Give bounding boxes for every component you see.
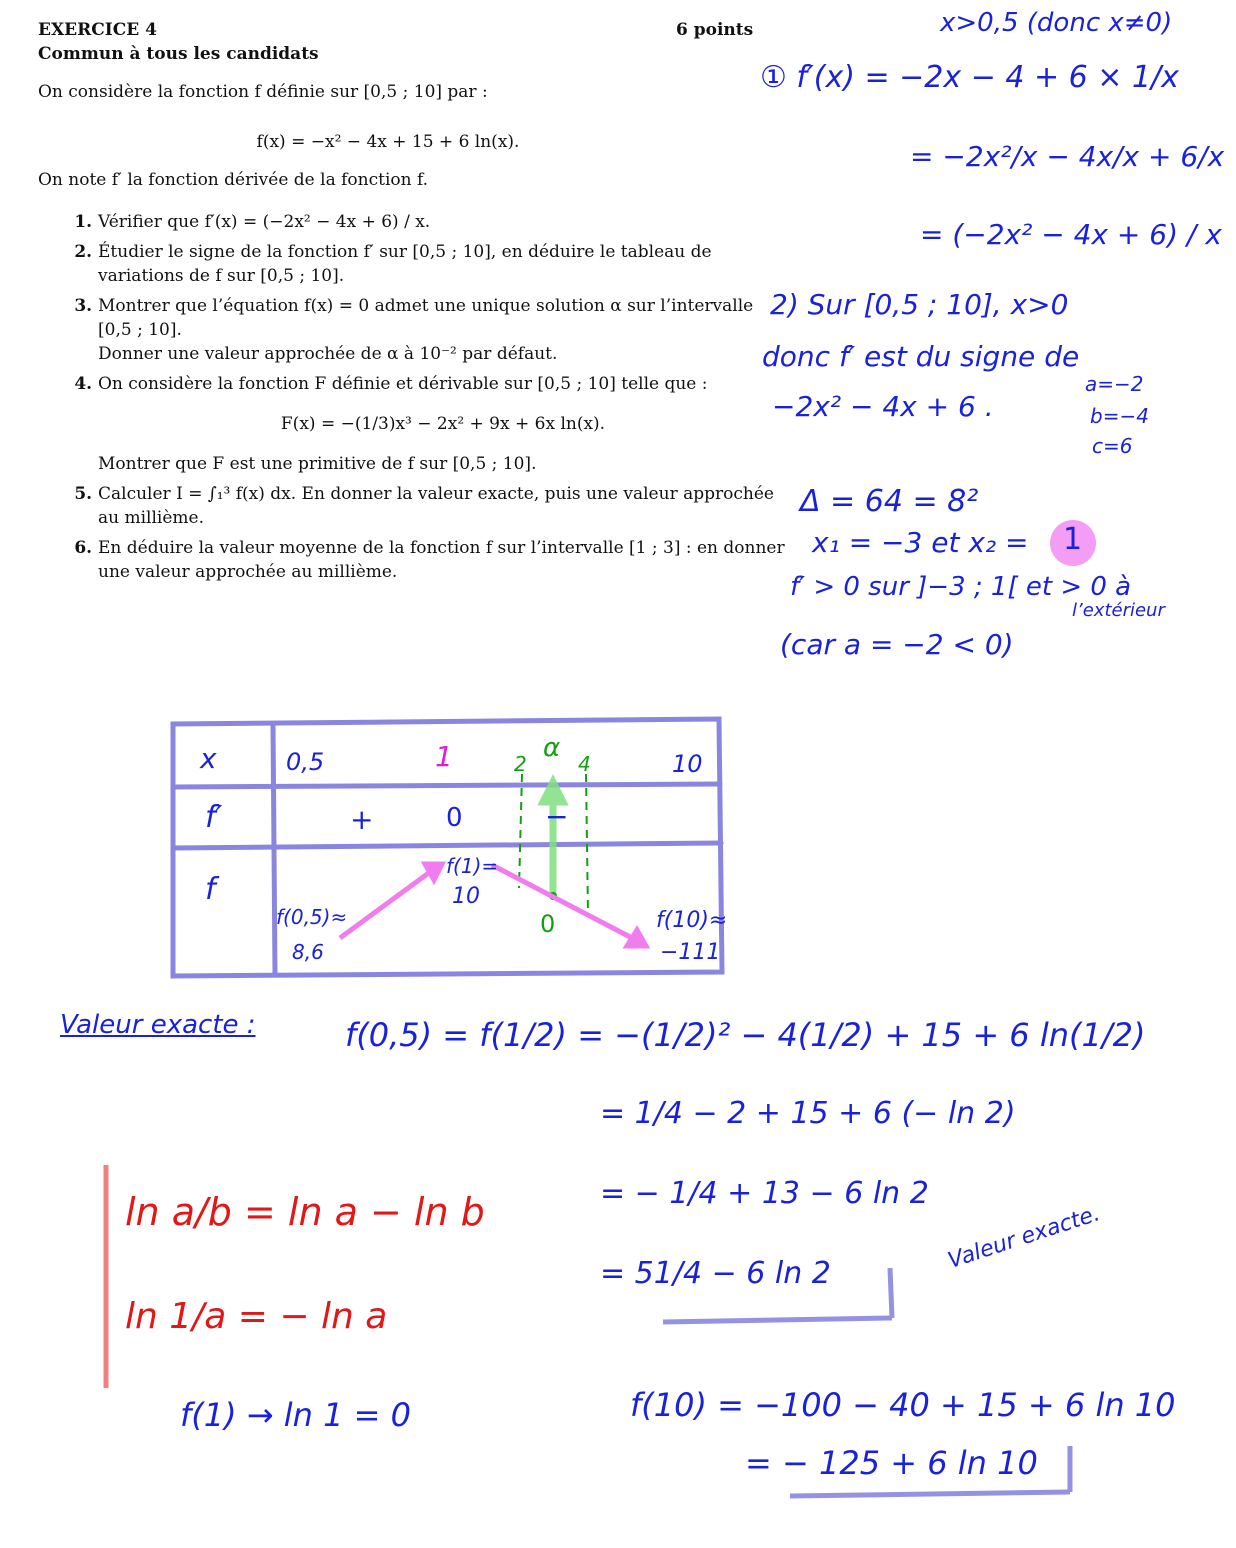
table-fprime-header: f′ [205, 800, 223, 835]
table-f-end-value: −111 [660, 940, 721, 965]
note-sign-result-2: l’extérieur [1072, 600, 1165, 621]
table-x-alpha: α [543, 733, 561, 763]
question-5: 5. Calculer I = ∫₁³ f(x) dx. En donner la valeur exacte, puis une valeur approchée au millième. [98, 482, 788, 530]
calc-line-1: f(0,5) = f(1/2) = −(1/2)² − 4(1/2) + 15 + 6 ln(1/2) [345, 1016, 1146, 1054]
table-sign-plus: + [350, 803, 374, 836]
note-sign-2: donc f′ est du signe de [762, 340, 1080, 373]
table-f-zero: 0 [540, 910, 556, 938]
table-f-max: f(1)= [446, 854, 499, 878]
table-f-max-value: 10 [452, 884, 480, 909]
calc-line-2: = 1/4 − 2 + 15 + 6 (− ln 2) [600, 1096, 1016, 1131]
note-sign-3: −2x² − 4x + 6 . [772, 390, 994, 423]
alpha-arrow [543, 782, 563, 894]
calc-line-4: = 51/4 − 6 ln 2 [600, 1256, 831, 1291]
calc-side-note: Valeur exacte. [945, 1201, 1104, 1274]
table-f-end: f(10)≈ [656, 908, 728, 933]
note-derivative-3: = (−2x² − 4x + 6) / x [920, 218, 1222, 251]
note-root-2: 1 [1063, 522, 1083, 557]
note-sign-result-1: f′ > 0 sur ]−3 ; 1[ et > 0 à [790, 572, 1132, 602]
note-derivative-1: ① f′(x) = −2x − 4 + 6 × 1/x [760, 60, 1179, 95]
note-coef-a: a=−2 [1085, 372, 1144, 396]
table-x-header: x [200, 742, 217, 775]
calc-f1: f(1) → ln 1 = 0 [180, 1396, 411, 1434]
question-2: 2. Étudier le signe de la fonction f′ sur [0,5 ; 10], en déduire le tableau de variations de f sur [0,5 ; 10]. [98, 240, 788, 288]
derivative-note: On note f′ la fonction dérivée de la fonction f. [38, 170, 429, 190]
table-f-header: f [205, 872, 216, 907]
table-x-two: 2 [514, 752, 527, 776]
note-roots: x₁ = −3 et x₂ = [812, 526, 1029, 559]
log-rule-2: ln 1/a = − ln a [125, 1296, 388, 1337]
table-x-end: 10 [672, 750, 703, 778]
table-x-one: 1 [435, 740, 453, 773]
table-sign-zero: 0 [446, 803, 463, 833]
note-coef-b: b=−4 [1090, 404, 1149, 428]
question-4-extra: Montrer que F est une primitive de f sur [0,5 ; 10]. [98, 454, 537, 474]
exercise-points: 6 points [676, 20, 754, 40]
calc-f10-line-2: = − 125 + 6 ln 10 [745, 1444, 1038, 1482]
question-6: 6. En déduire la valeur moyenne de la fonction f sur l’intervalle [1 ; 3] : en donner une valeur approchée au millième. [98, 536, 788, 584]
calc-f10-line-1: f(10) = −100 − 40 + 15 + 6 ln 10 [630, 1386, 1176, 1424]
note-sign-result-3: (car a = −2 < 0) [780, 628, 1014, 661]
question-1: 1. Vérifier que f′(x) = (−2x² − 4x + 6) / x. [98, 210, 788, 234]
calc-label: Valeur exacte : [60, 1010, 256, 1040]
question-3: 3. Montrer que l’équation f(x) = 0 admet une unique solution α sur l’intervalle [0,5 ; 10]. Donner une valeur approchée de α à 10⁻² par défaut. [98, 294, 788, 366]
log-rule-1: ln a/b = ln a − ln b [125, 1190, 485, 1234]
exercise-title: EXERCICE 4 [38, 20, 157, 40]
F-definition: F(x) = −(1/3)x³ − 2x² + 9x + 6x ln(x). [280, 414, 606, 434]
note-coef-c: c=6 [1092, 434, 1133, 458]
table-sign-minus: − [545, 800, 569, 833]
note-domain: x>0,5 (donc x≠0) [940, 8, 1173, 38]
table-x-start: 0,5 [286, 748, 325, 776]
note-sign-1: 2) Sur [0,5 ; 10], x>0 [770, 288, 1069, 321]
table-x-four: 4 [578, 752, 591, 776]
exercise-subtitle: Commun à tous les candidats [38, 44, 319, 64]
table-f-start-value: 8,6 [292, 940, 324, 964]
note-delta: Δ = 64 = 8² [800, 484, 979, 519]
note-derivative-2: = −2x²/x − 4x/x + 6/x [910, 140, 1225, 173]
question-4: 4. On considère la fonction F définie et dérivable sur [0,5 ; 10] telle que : F(x) = −(1/3)x³ − 2x² + 9x + 6x ln(x). Montrer que F est une primitive de f sur [0,5 ; 10]. [98, 372, 788, 476]
table-f-start: f(0,5)≈ [276, 905, 348, 929]
function-definition: f(x) = −x² − 4x + 15 + 6 ln(x). [256, 132, 520, 152]
calc-line-3: = − 1/4 + 13 − 6 ln 2 [600, 1176, 929, 1211]
intro-text: On considère la fonction f définie sur [0,5 ; 10] par : [38, 82, 488, 102]
question-3-extra: Donner une valeur approchée de α à 10⁻² par défaut. [98, 344, 558, 364]
